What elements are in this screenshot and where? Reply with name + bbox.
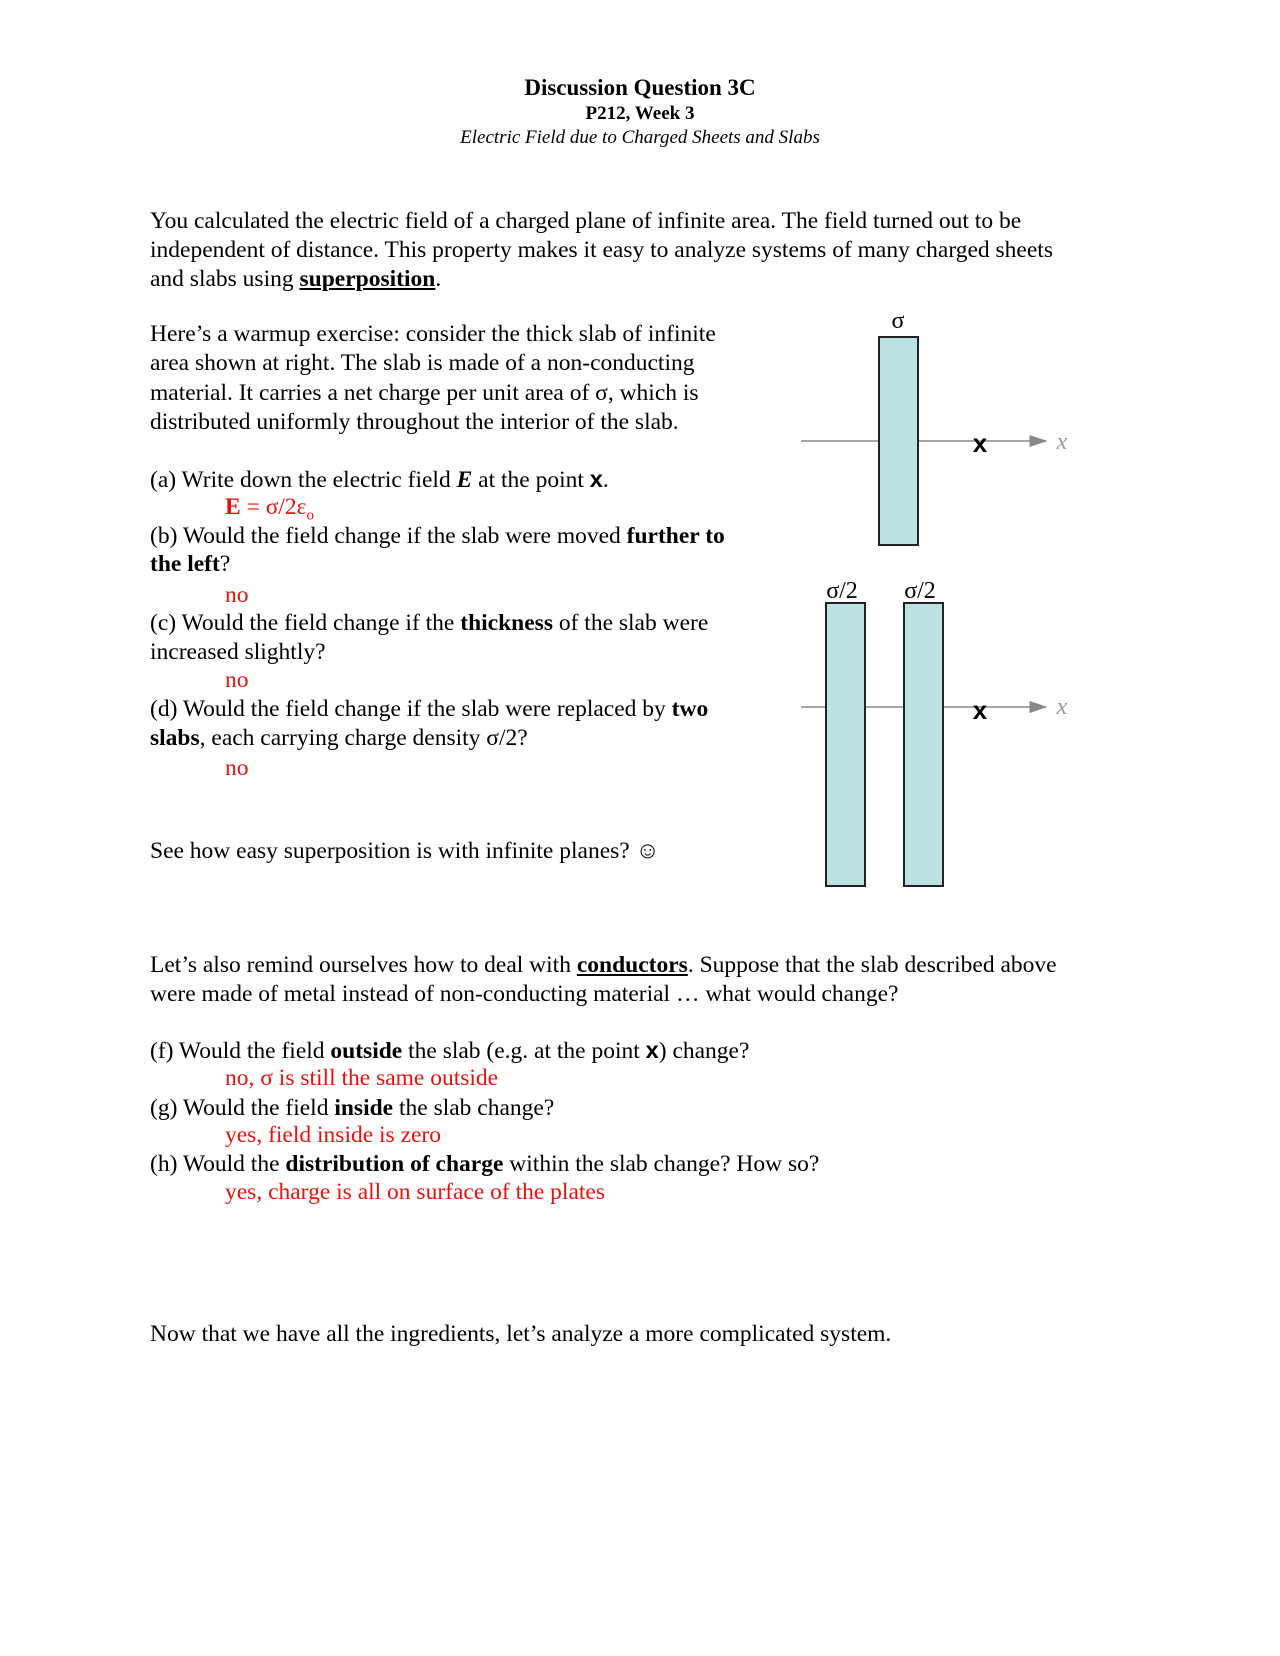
text: (d) Would the field change if the slab were replaced by: [150, 696, 672, 722]
text: (b) Would the field change if the slab were moved: [150, 523, 627, 549]
text: x: [645, 1037, 659, 1063]
conductors-line: were made of metal instead of non-conducting material … what would change?: [150, 981, 899, 1007]
text: distribution of charge: [285, 1151, 504, 1177]
page-title: Discussion Question 3C: [524, 75, 756, 100]
superposition-term: superposition: [299, 266, 436, 292]
text: the slab (e.g. at the point: [402, 1038, 646, 1064]
text: at the point: [472, 467, 590, 493]
closing-line: Now that we have all the ingredients, let’s analyze a more complicated system.: [150, 1321, 892, 1347]
answer-d: no: [225, 755, 249, 781]
point-x-marker: x: [972, 695, 988, 725]
text: ) change?: [658, 1038, 750, 1064]
warmup-line: material. It carries a net charge per unit area of σ, which is: [150, 380, 699, 406]
text: further to: [626, 523, 725, 549]
axis-label: x: [1056, 429, 1068, 455]
half-slab-right: [904, 603, 943, 886]
text: of the slab were: [552, 610, 709, 636]
text: .: [602, 467, 609, 493]
text: (h) Would the: [150, 1151, 286, 1177]
text: o: [306, 507, 315, 524]
course-week: P212, Week 3: [585, 103, 695, 124]
text: slabs: [150, 725, 200, 751]
half-sigma-label: σ/2: [826, 578, 858, 604]
answer-b: no: [225, 582, 249, 608]
text: Let’s also remind ourselves how to deal with: [150, 952, 577, 978]
text: = σ/2ε: [240, 494, 307, 520]
text: E: [225, 494, 241, 520]
warmup-line: area shown at right. The slab is made of a non-conducting: [150, 350, 695, 376]
conductors-term: conductors: [576, 952, 688, 978]
answer-c: no: [225, 667, 249, 693]
text: x: [589, 466, 603, 492]
subtitle: Electric Field due to Charged Sheets and Slabs: [460, 127, 820, 148]
text: outside: [330, 1038, 403, 1064]
answer-h: yes, charge is all on surface of the plates: [225, 1179, 605, 1205]
text: .: [435, 266, 442, 292]
warmup-line: Here’s a warmup exercise: consider the thick slab of infinite: [150, 321, 716, 347]
sigma-label: σ: [891, 308, 905, 334]
text: the left: [150, 551, 220, 577]
text: ?: [219, 551, 231, 577]
text: the slab change?: [393, 1095, 555, 1121]
text: thickness: [460, 610, 553, 636]
text: (a) Write down the electric field: [150, 467, 457, 493]
text: E: [456, 467, 473, 493]
text: within the slab change? How so?: [503, 1151, 820, 1177]
warmup-line: distributed uniformly throughout the interior of the slab.: [150, 409, 679, 435]
answer-g: yes, field inside is zero: [225, 1122, 442, 1148]
slab: [879, 337, 918, 545]
see-how-line: See how easy superposition is with infinite planes? ☺: [150, 838, 660, 864]
text: (c) Would the field change if the: [150, 610, 461, 636]
text: (f) Would the field: [150, 1038, 331, 1064]
text: . Suppose that the slab described above: [687, 952, 1057, 978]
text: (g) Would the field: [150, 1095, 335, 1121]
text: and slabs using: [150, 266, 300, 292]
question-c: increased slightly?: [150, 639, 326, 665]
half-sigma-label: σ/2: [904, 578, 936, 604]
intro-line: You calculated the electric field of a charged plane of infinite area. The field turned out to be: [150, 208, 1022, 234]
intro-line: independent of distance. This property makes it easy to analyze systems of many charged sheets: [150, 237, 1053, 263]
answer-f: no, σ is still the same outside: [225, 1065, 499, 1091]
half-slab-left: [826, 603, 865, 886]
text: inside: [334, 1095, 394, 1121]
axis-label: x: [1056, 694, 1068, 720]
point-x-marker: x: [972, 428, 988, 458]
text: , each carrying charge density σ/2?: [199, 725, 528, 751]
text: two: [671, 696, 709, 722]
